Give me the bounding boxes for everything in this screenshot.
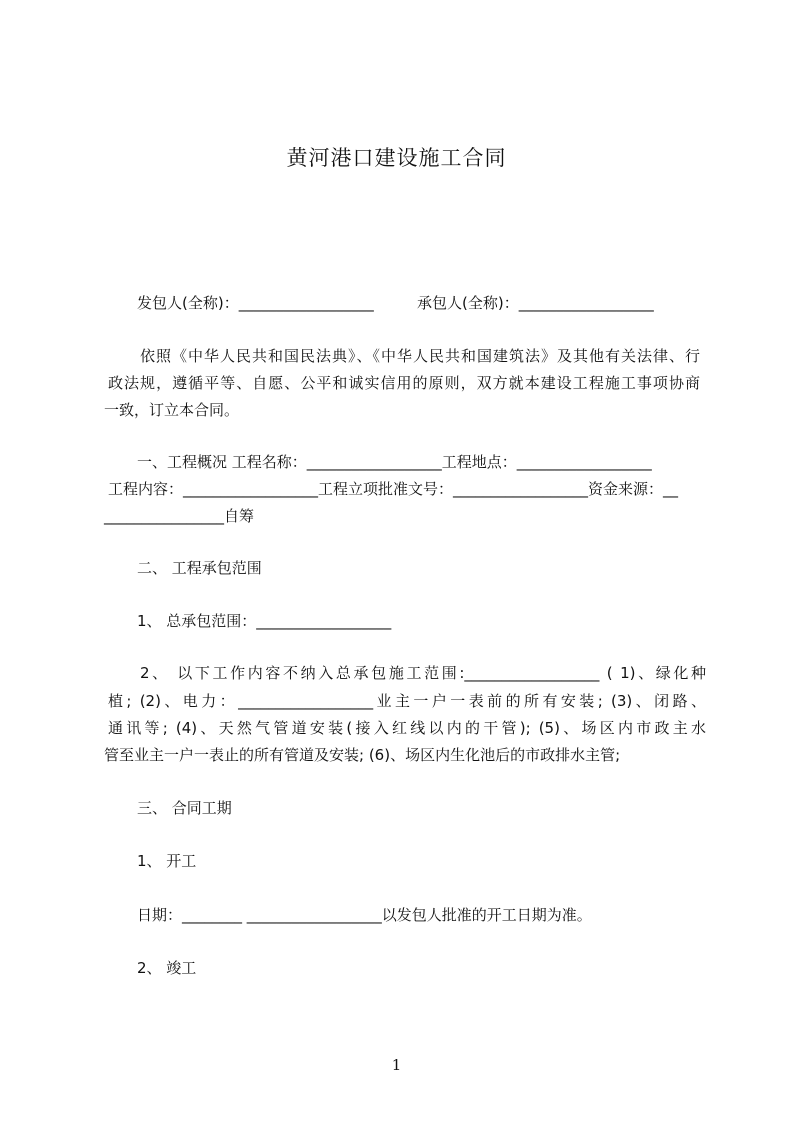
contractor-field: 承包人(全称)：__________________ xyxy=(417,294,654,312)
section2-item2-line-3: 通讯等; (4)、天然气管道安装(接入红线以内的干管); (5)、场区内市政主水 xyxy=(108,719,706,737)
section3-heading: 三、 合同工期 xyxy=(137,799,232,817)
section2-item2-line-2: 植; (2)、电力：__________________业主一户一表前的所有安装; (3)、闭路、 xyxy=(108,692,706,710)
section2-item1: 1、 总承包范围：__________________ xyxy=(137,612,392,630)
section3-item2: 2、 竣工 xyxy=(137,959,197,977)
section3-item1: 1、 开工 xyxy=(137,852,197,870)
section2-item2-line-4: 管至业主一户一表止的所有管道及安装; (6)、场区内生化池后的市政排水主管; xyxy=(104,746,621,764)
section1-line-1: 一、工程概况 工程名称：__________________工程地点：__________________ xyxy=(137,453,652,471)
page-number: 1 xyxy=(391,1056,402,1074)
section1-line-3: ________________自筹 xyxy=(104,507,255,525)
preamble-line-2: 政法规，遵循平等、自愿、公平和诚实信用的原则，双方就本建设工程施工事项协商 xyxy=(108,374,700,392)
document-title: 黄河港口建设施工合同 xyxy=(286,146,507,170)
preamble-line-1: 依照《中华人民共和国民法典》、《中华人民共和国建筑法》及其他有关法律、行 xyxy=(140,347,700,365)
section2-heading: 二、 工程承包范围 xyxy=(137,559,262,577)
section2-item2-line-1: 2、 以下工作内容不纳入总承包施工范围:__________________ ( 1)、绿化种 xyxy=(140,664,706,682)
employer-field: 发包人(全称)：__________________ xyxy=(137,294,374,312)
section1-line-2: 工程内容：__________________工程立项批准文号：__________________资金来源：__ xyxy=(108,480,679,498)
section3-date: 日期：________ __________________以发包人批准的开工日期为准。 xyxy=(137,906,592,924)
preamble-line-3: 一致，订立本合同。 xyxy=(104,401,240,419)
